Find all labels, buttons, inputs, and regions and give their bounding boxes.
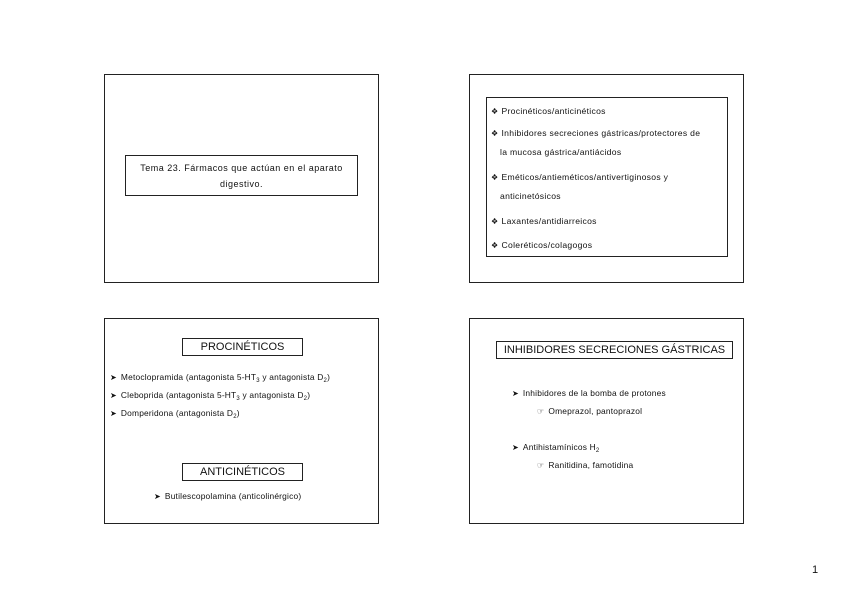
arrow-bullet-icon: ➤ [110, 373, 117, 382]
drug-item-butilescopolamina: ➤ Butilescopolamina (anticolinérgico) [154, 491, 302, 501]
drug-item-domperidona: ➤ Domperidona (antagonista $D_2$) [110, 408, 240, 420]
arrow-bullet-icon: ➤ [512, 443, 519, 452]
diamond-bullet-icon: ❖ [491, 241, 499, 250]
slide-1-title: Tema 23. Fármacos que actúan en el aparato digestivo. [125, 155, 358, 196]
hand-pointer-icon: ☞ [537, 461, 545, 470]
arrow-bullet-icon: ➤ [154, 492, 161, 501]
slide-3 [104, 318, 379, 524]
topic-list [486, 97, 728, 257]
inhibidores-heading: INHIBIDORES SECRECIONES GÁSTRICAS [496, 341, 733, 359]
group-item-bomba-protones: ➤ Inhibidores de la bomba de protones [512, 388, 666, 398]
page-number: 1 [812, 564, 819, 576]
list-item: ❖ Procinéticos/anticinéticos [491, 106, 606, 116]
list-item: ❖ Coleréticos/colagogos [491, 240, 593, 250]
arrow-bullet-icon: ➤ [512, 389, 519, 398]
arrow-bullet-icon: ➤ [110, 391, 117, 400]
arrow-bullet-icon: ➤ [110, 409, 117, 418]
slide-2 [469, 74, 744, 283]
procineticos-heading: PROCINÉTICOS [182, 338, 303, 356]
slide-1 [104, 74, 379, 283]
diamond-bullet-icon: ❖ [491, 217, 499, 226]
drug-list-h2: ☞ Ranitidina, famotidina [537, 460, 634, 470]
group-item-antihistaminicos: ➤ Antihistamínicos $H_2$ [512, 442, 600, 454]
slide-4 [469, 318, 744, 524]
anticineticos-heading: ANTICINÉTICOS [182, 463, 303, 481]
list-item: ❖ Laxantes/antidiarreicos [491, 216, 597, 226]
hand-pointer-icon: ☞ [537, 407, 545, 416]
list-item: ❖ Inhibidores secreciones gástricas/protectores de la mucosa gástrica/antiácidos [491, 128, 701, 157]
diamond-bullet-icon: ❖ [491, 129, 499, 138]
diamond-bullet-icon: ❖ [491, 173, 499, 182]
drug-item-cleboprida: ➤ Cleboprida (antagonista $5-HT_3$ y antagonista $D_2$) [110, 390, 311, 402]
list-item: ❖ Eméticos/antieméticos/antivertiginosos y anticinetósicos [491, 172, 669, 201]
drug-item-metoclopramida: ➤ Metoclopramida (antagonista $5-HT_3$ y antagonista $D_2$) [110, 372, 331, 384]
diamond-bullet-icon: ❖ [491, 107, 499, 116]
drug-list-ibp: ☞ Omeprazol, pantoprazol [537, 406, 643, 416]
